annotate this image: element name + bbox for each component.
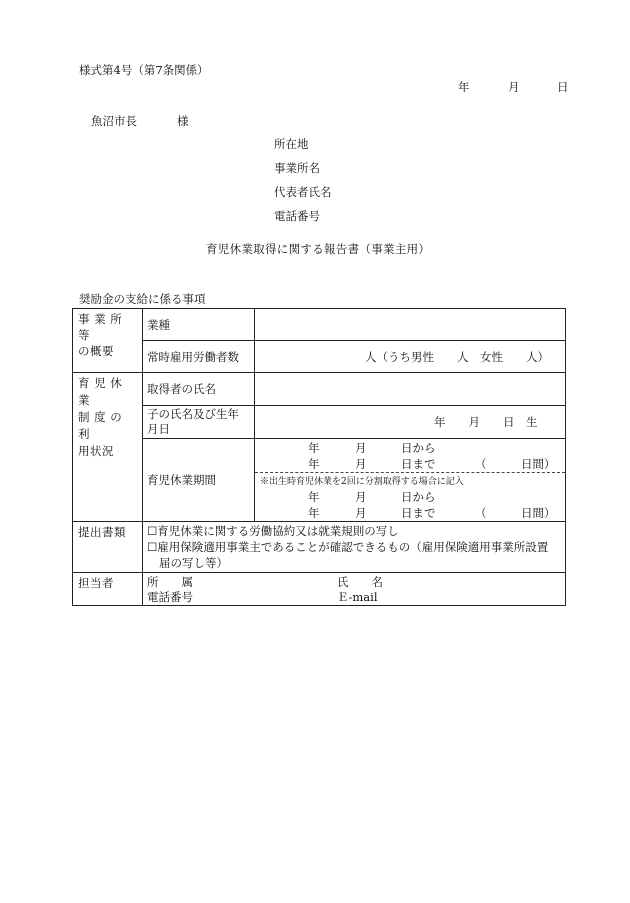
contact-row bbox=[73, 573, 566, 606]
form-number: 様式第4号（第7条関係） bbox=[79, 63, 209, 77]
address-label: 所在地 bbox=[274, 137, 309, 151]
contact-fields bbox=[143, 573, 566, 606]
date-year-label: 年 bbox=[458, 80, 470, 94]
leave1-from-month: 月 bbox=[355, 441, 367, 455]
section-office-overview: 事 業 所 等 の概要 bbox=[73, 309, 143, 373]
addressee-honorific: 様 bbox=[177, 114, 189, 128]
split-leave-note: ※出生時育児休業を2回に分割取得する場合に記入 bbox=[260, 477, 464, 487]
leave1-to-month: 月 bbox=[355, 457, 367, 471]
section-leave-usage: 育 児 休 業 制 度 の 利 用状況 bbox=[73, 373, 143, 522]
leave2-to-year: 年 bbox=[308, 506, 320, 520]
phone-label: 電話番号 bbox=[274, 209, 320, 223]
leave2-from-month: 月 bbox=[355, 490, 367, 504]
industry-label: 業種 bbox=[143, 309, 255, 341]
workers-value: 人（うち男性 人 女性 人） bbox=[365, 350, 549, 364]
child-birthdate: 年 月 日 生 bbox=[434, 415, 538, 429]
document-title: 育児休業取得に関する報告書（事業主用） bbox=[206, 242, 431, 256]
workers-field[interactable] bbox=[255, 341, 566, 373]
doc-insurance-proof-cont: 届の写し等） bbox=[159, 556, 228, 570]
child-field[interactable] bbox=[255, 406, 566, 439]
workers-label: 常時雇用労働者数 bbox=[143, 341, 255, 373]
representative-label: 代表者氏名 bbox=[274, 185, 332, 199]
section-documents: 提出書類 bbox=[73, 522, 143, 573]
date-day-label: 日 bbox=[557, 80, 569, 94]
taker-name-label: 取得者の氏名 bbox=[143, 373, 255, 406]
contact-phone-label: 電話番号 bbox=[147, 590, 193, 604]
doc-labor-agreement-checkbox[interactable]: ☐育児休業に関する労働協約又は就業規則の写し bbox=[147, 524, 399, 538]
dashed-divider bbox=[255, 472, 565, 473]
child-row bbox=[73, 406, 566, 439]
contact-name-label: 氏 名 bbox=[337, 575, 383, 589]
section-heading: 奨励金の支給に係る事項 bbox=[79, 292, 206, 306]
industry-field[interactable] bbox=[255, 309, 566, 341]
documents-row bbox=[73, 522, 566, 573]
leave2-to-day: 日まで bbox=[401, 506, 436, 520]
leave1-days: （ 日間） bbox=[475, 457, 556, 471]
email-label: Ｅ-mail bbox=[337, 590, 378, 604]
leave1-to-day: 日まで bbox=[401, 457, 436, 471]
office-name-label: 事業所名 bbox=[274, 161, 320, 175]
taker-name-field[interactable] bbox=[255, 373, 566, 406]
department-label: 所 属 bbox=[147, 575, 193, 589]
industry-row bbox=[73, 309, 566, 341]
workers-row bbox=[73, 341, 566, 373]
leave-period-row bbox=[73, 439, 566, 522]
leave1-from-year: 年 bbox=[308, 441, 320, 455]
section-contact-person: 担当者 bbox=[73, 573, 143, 606]
date-month-label: 月 bbox=[508, 80, 520, 94]
leave-period-field[interactable] bbox=[255, 439, 566, 522]
leave2-days: （ 日間） bbox=[475, 506, 556, 520]
leave2-from-day: 日から bbox=[401, 490, 436, 504]
doc-insurance-proof-checkbox[interactable]: ☐雇用保険適用事業主であることが確認できるもの（雇用保険適用事業所設置 bbox=[147, 540, 549, 554]
child-label: 子の氏名及び生年 月日 bbox=[143, 406, 255, 439]
leave2-from-year: 年 bbox=[308, 490, 320, 504]
leave1-to-year: 年 bbox=[308, 457, 320, 471]
leave-period-label: 育児休業期間 bbox=[143, 439, 255, 522]
addressee-name: 魚沼市長 bbox=[91, 114, 137, 128]
documents-list bbox=[143, 522, 566, 573]
leave2-to-month: 月 bbox=[355, 506, 367, 520]
taker-row bbox=[73, 373, 566, 406]
report-table bbox=[72, 308, 566, 606]
leave1-from-day: 日から bbox=[401, 441, 436, 455]
